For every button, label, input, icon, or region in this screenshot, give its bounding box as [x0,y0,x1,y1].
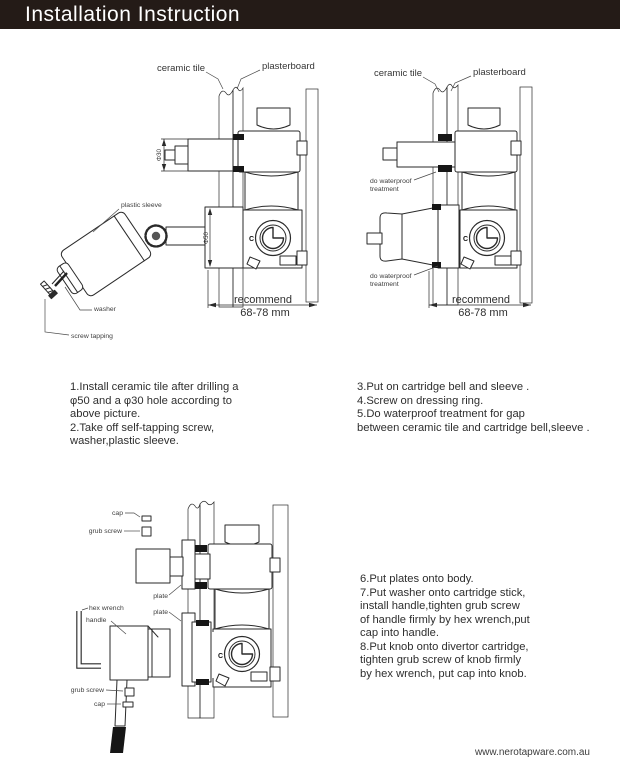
instruction-line: 4.Screw on dressing ring. [357,394,484,407]
clip-lower [511,251,521,265]
diagram-step-6-7-8 [55,473,355,768]
knob [136,549,170,583]
ceramic-tile-wall [433,87,447,305]
leader-line [451,76,471,91]
handle-label: handle [86,617,107,624]
c-marking: C [249,236,255,243]
seal [233,134,244,140]
plate-upper [182,540,195,589]
stem-step [175,146,188,164]
dim-phi50-label: Φ50 [203,231,210,245]
instruction-line: 3.Put on cartridge bell and sleeve . [357,381,530,393]
cartridge-bell-upper [383,142,455,167]
cap-bottom-label: cap [94,701,105,708]
sleeve [205,207,243,268]
recommend-range-label: 68-78 mm [458,307,508,319]
washer-label: washer [94,306,116,313]
ceramic-tile-label: ceramic tile [156,63,205,74]
waterproof-label-top [370,172,436,193]
clip-lower [270,667,280,681]
stem-tip [165,150,175,160]
plastic-sleeve-label: plastic sleeve [121,202,162,209]
valve-body [110,525,280,753]
recommend-label: recommend [451,294,511,306]
divertor-dial [256,221,291,256]
title-bar [0,0,620,29]
screw-tapping-part [39,280,57,299]
knurl-center [152,232,160,240]
seal [438,165,452,172]
grub-screw-bottom-label: grub screw [70,687,104,694]
inlet-pipe [468,108,500,129]
grub-screw-top-label: grub screw [88,528,122,535]
instruction-line: install handle,tighten grub screw [360,600,520,612]
ceramic-tile-wall [200,501,214,718]
upper-body [455,131,517,172]
leader-line [423,77,439,92]
instruction-line: of handle firmly by hex wrench,put [360,613,530,626]
instruction-line: above picture. [70,408,141,420]
knob-neck [170,557,183,576]
leader-line [82,608,88,610]
instruction-line: between ceramic tile and cartridge bell,sleeve . [357,421,590,434]
instruction-line: 1.Install ceramic tile after drilling a [70,381,239,393]
ceramic-tile-wall [219,90,233,307]
plasterboard-wall [447,84,458,305]
plug [495,256,511,265]
seal [195,582,207,589]
upper-body [238,131,300,172]
clip-upper [511,141,521,155]
cap-part-bottom [123,702,133,707]
recommend-label: recommend [233,294,293,306]
leader-line [125,513,140,517]
lever-grip [110,727,126,753]
instruction-line: 2.Take off self-tapping screw, [70,421,215,434]
sleeve [438,205,459,268]
waterproof-top-line1: do waterproof [370,178,412,185]
cartridge-stem [188,139,233,171]
waterproof-top-line2: treatment [370,186,399,193]
seal [196,679,209,685]
waterproof-bottom-line1: do waterproof [370,273,412,280]
grub-screw-part-top [142,527,151,536]
leader-line [169,585,181,595]
plasterboard-label: plasterboard [473,67,526,78]
cartridge-bell-lower [367,207,438,266]
leader-line [414,266,438,275]
leader-line [237,70,260,89]
instructions-step-1-2 [70,381,310,449]
leader-line [45,299,69,335]
plasterboard-label: plasterboard [262,61,315,72]
plate-bottom-label: plate [153,609,168,616]
clip-lower [297,251,307,265]
waterproof-bottom-line2: treatment [370,281,399,288]
plate-top-label: plate [153,593,168,600]
cap-part-top [142,516,151,521]
escutcheon-plate [192,622,211,682]
instruction-line: tighten grub screw of knob firmly [360,654,522,666]
plug [280,256,296,265]
seal [233,166,244,172]
leader-line [169,612,181,621]
diagram-step-3-4-5 [350,55,580,350]
instructions-step-6-7-8 [360,573,605,681]
diagram-step-1-2 [28,55,328,350]
ceramic-tile-label: ceramic tile [373,68,422,79]
back-wall [520,87,532,303]
plasterboard-wall [233,87,243,307]
instruction-line: cap into handle. [360,627,439,639]
leader-line [206,72,223,89]
middle-body [462,172,515,210]
handle-part [110,626,170,680]
inlet-pipe [225,525,259,546]
hex-wrench-label: hex wrench [89,605,124,612]
recommend-range-label: 68-78 mm [240,307,290,319]
instruction-line: φ50 and a φ30 hole according to [70,394,232,407]
cap-top-label: cap [112,510,123,517]
instruction-line: by hex wrench, put cap into knob. [360,667,527,680]
back-wall [306,89,318,302]
website-url: www.nerotapware.com.au [474,747,590,758]
recommend-dimension [429,271,531,319]
grub-screw-part-bottom [125,688,134,696]
seal [438,134,452,141]
dim-phi30-label: Φ30 [156,148,163,162]
seal [195,545,207,552]
plug [251,672,267,681]
page-title: Installation Instruction [25,2,241,26]
waterproof-label-bottom [370,266,438,288]
instruction-line: 7.Put washer onto cartridge stick, [360,586,526,599]
instruction-line: 5.Do waterproof treatment for gap [357,408,525,420]
c-marking: C [463,236,469,243]
screw-tapping-label: screw tapping [71,333,113,340]
instruction-line: 6.Put plates onto body. [360,573,474,585]
middle-body [215,589,269,629]
c-marking: C [218,653,224,660]
valve-body [146,108,308,269]
clip-upper [270,558,280,572]
upper-body [208,544,272,589]
instruction-line: 8.Put knob onto divertor cartridge, [360,640,529,653]
seal [196,620,209,626]
instruction-line: washer,plastic sleeve. [70,435,179,447]
back-wall [273,505,288,717]
seal [432,204,441,210]
middle-body [245,172,298,210]
cartridge-stick [166,227,205,245]
clip-upper [297,141,307,155]
instructions-step-3-4-5 [357,381,607,435]
divertor-dial [225,637,260,672]
inlet-pipe [257,108,290,129]
divertor-dial [470,221,505,256]
seal [432,262,441,268]
recommend-dimension [208,270,317,319]
